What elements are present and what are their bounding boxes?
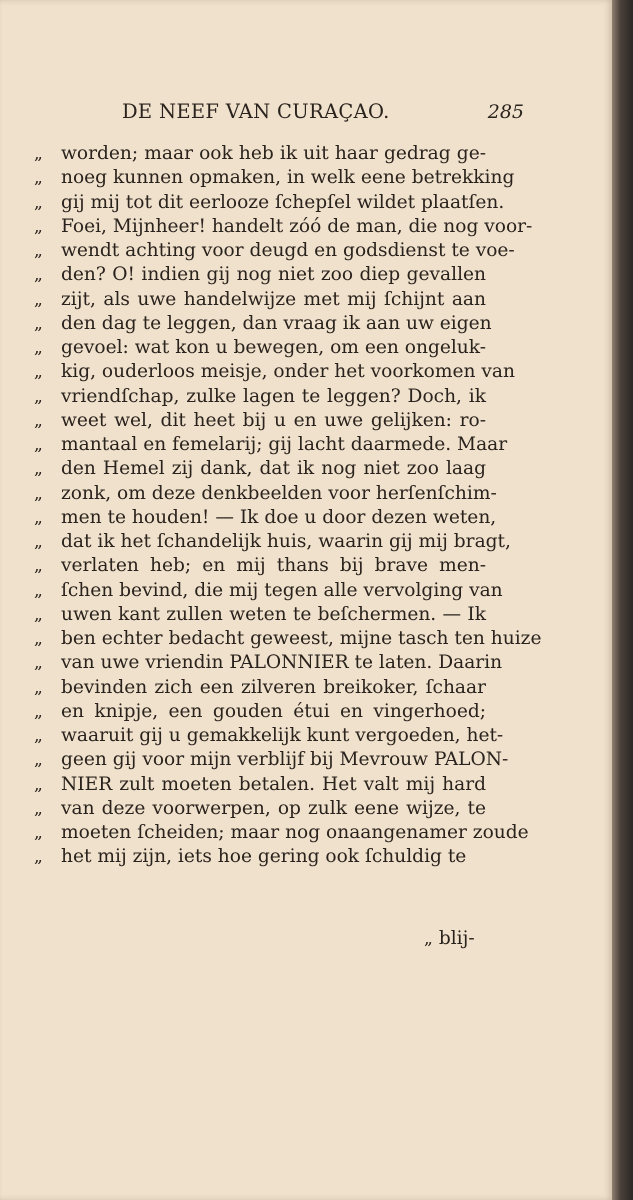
quote-mark: „ [34, 798, 43, 819]
text-line-content: het mij zijn, iets hoe gering ook ſchuldig te [61, 846, 467, 868]
quote-mark: „ [34, 532, 43, 552]
text-line [34, 676, 486, 700]
text-line [34, 506, 497, 530]
quote-mark: „ [34, 653, 43, 674]
text-line-content: moeten ſcheiden; maar nog onaangenamer zoude [61, 822, 529, 843]
quote-mark: „ [34, 386, 43, 407]
quote-mark: „ [34, 726, 43, 746]
text-line [34, 797, 486, 821]
quote-mark: „ [34, 338, 43, 358]
quote-mark: „ [34, 410, 43, 431]
quote-mark: „ [34, 289, 43, 310]
text-line [34, 166, 515, 190]
text-line [34, 263, 486, 287]
quote-mark: „ [34, 677, 43, 698]
text-line [34, 579, 503, 603]
text-line-content: waaruit gij u gemakkelijk kunt vergoeden, het- [61, 725, 504, 746]
quote-mark: „ [34, 604, 43, 625]
text-line-content: dat ik het ſchandelijk huis, waarin gij mij bragt, [61, 531, 511, 552]
quote-mark: „ [34, 507, 43, 528]
text-line [34, 142, 486, 166]
text-line-content: zonk, om deze denkbeelden voor herſenſchim- [61, 482, 497, 504]
quote-mark: „ [34, 459, 43, 480]
text-line [34, 215, 533, 239]
text-line-content: wendt achting voor deugd en godsdienst te voe- [61, 240, 515, 261]
text-line [34, 360, 515, 384]
text-line [34, 191, 505, 215]
quote-mark: „ [34, 192, 43, 213]
quote-mark: „ [34, 265, 43, 286]
page-number: 285 [487, 101, 524, 123]
text-line [34, 288, 486, 312]
text-line [34, 457, 486, 481]
text-line-content: men te houden! — Ik doe u door dezen weten, [61, 506, 497, 528]
text-line-content: NIER zult moeten betalen. Het valt mij hard [61, 773, 486, 795]
text-line-content: ben echter bedacht geweest, mijne tasch ten huize [61, 628, 542, 649]
quote-mark: „ [34, 435, 43, 455]
text-line [34, 773, 486, 797]
quote-mark: „ [34, 629, 43, 649]
text-line-content: uwen kant zullen weten te beſchermen. — Ik [61, 603, 486, 625]
text-line [34, 554, 486, 578]
catchword-text: blij- [438, 928, 475, 949]
quote-mark: „ [34, 241, 43, 261]
text-line-content: van deze voorwerpen, op zulk eene wijze, te [61, 797, 486, 819]
body-text [34, 142, 542, 870]
text-line [34, 312, 492, 336]
text-line-content: geen gij voor mijn verblijf bij Mevrouw PALON- [61, 749, 509, 771]
text-line [34, 603, 486, 627]
text-line-content: kig, ouderloos meisje, onder het voorkomen van [61, 361, 515, 383]
text-line-content: van uwe vriendin PALONNIER te laten. Daarin [61, 652, 503, 674]
text-line [34, 409, 486, 433]
text-line-content: vriendſchap, zulke lagen te leggen? Doch, ik [61, 385, 486, 407]
quote-mark: „ [34, 216, 43, 237]
text-line-content: bevinden zich een zilveren breikoker, ſchaar [61, 676, 486, 698]
text-line-content: Foei, Mijnheer! handelt zóó de man, die nog voor- [61, 215, 533, 237]
quote-mark: „ [34, 144, 43, 164]
quote-mark: „ [34, 168, 43, 189]
text-line-content: en knipje, een gouden étui en vingerhoed; [61, 700, 486, 722]
text-line [34, 748, 509, 772]
text-line [34, 385, 486, 409]
text-line [34, 433, 508, 457]
text-line [34, 700, 486, 724]
quote-mark: „ [34, 362, 43, 383]
quote-mark: „ [34, 483, 43, 504]
text-line-content: gevoel: wat kon u bewegen, om een ongeluk- [61, 337, 486, 358]
quote-mark: „ [34, 313, 43, 334]
quote-mark: „ [34, 556, 43, 577]
page-header [122, 100, 522, 130]
page-edge [612, 0, 633, 1200]
text-line-content: den dag te leggen, dan vraag ik aan uw eigen [61, 312, 492, 334]
quote-mark: „ [34, 823, 43, 843]
text-line-content: gij mij tot dit eerlooze ſchepſel wildet plaatſen. [61, 191, 505, 213]
text-line [34, 482, 497, 506]
quote-mark: „ [34, 701, 43, 722]
catchword [424, 928, 475, 949]
text-line-content: verlaten heb; en mij thans bij brave men- [61, 555, 486, 577]
text-line-content: noeg kunnen opmaken, in welk eene betrekking [61, 167, 515, 189]
text-line [34, 627, 542, 651]
quote-mark: „ [34, 774, 43, 795]
text-line-content: worden; maar ook heb ik uit haar gedrag ge- [61, 143, 486, 164]
text-line [34, 651, 503, 675]
text-line [34, 724, 504, 748]
text-line-content: zijt, als uwe handelwijze met mij ſchijnt aan [61, 288, 486, 310]
text-line [34, 530, 511, 554]
text-line-content: weet wel, dit heet bij u en uwe gelijken: ro- [61, 409, 486, 431]
quote-mark: „ [424, 929, 433, 949]
text-line-content: den Hemel zij dank, dat ik nog niet zoo laag [61, 458, 486, 480]
quote-mark: „ [34, 580, 43, 601]
text-line [34, 845, 486, 869]
text-line-content: mantaal en femelarij; gij lacht daarmede. Maar [61, 434, 508, 455]
quote-mark: „ [34, 750, 43, 771]
text-line-content: den? O! indien gij nog niet zoo diep gevallen [61, 264, 486, 286]
text-line-content: ſchen bevind, die mij tegen alle vervolging van [61, 579, 503, 601]
text-line [34, 336, 486, 360]
text-line [34, 821, 529, 845]
text-line [34, 239, 515, 263]
running-title: DE NEEF VAN CURAÇAO. [122, 100, 390, 123]
quote-mark: „ [34, 847, 43, 868]
